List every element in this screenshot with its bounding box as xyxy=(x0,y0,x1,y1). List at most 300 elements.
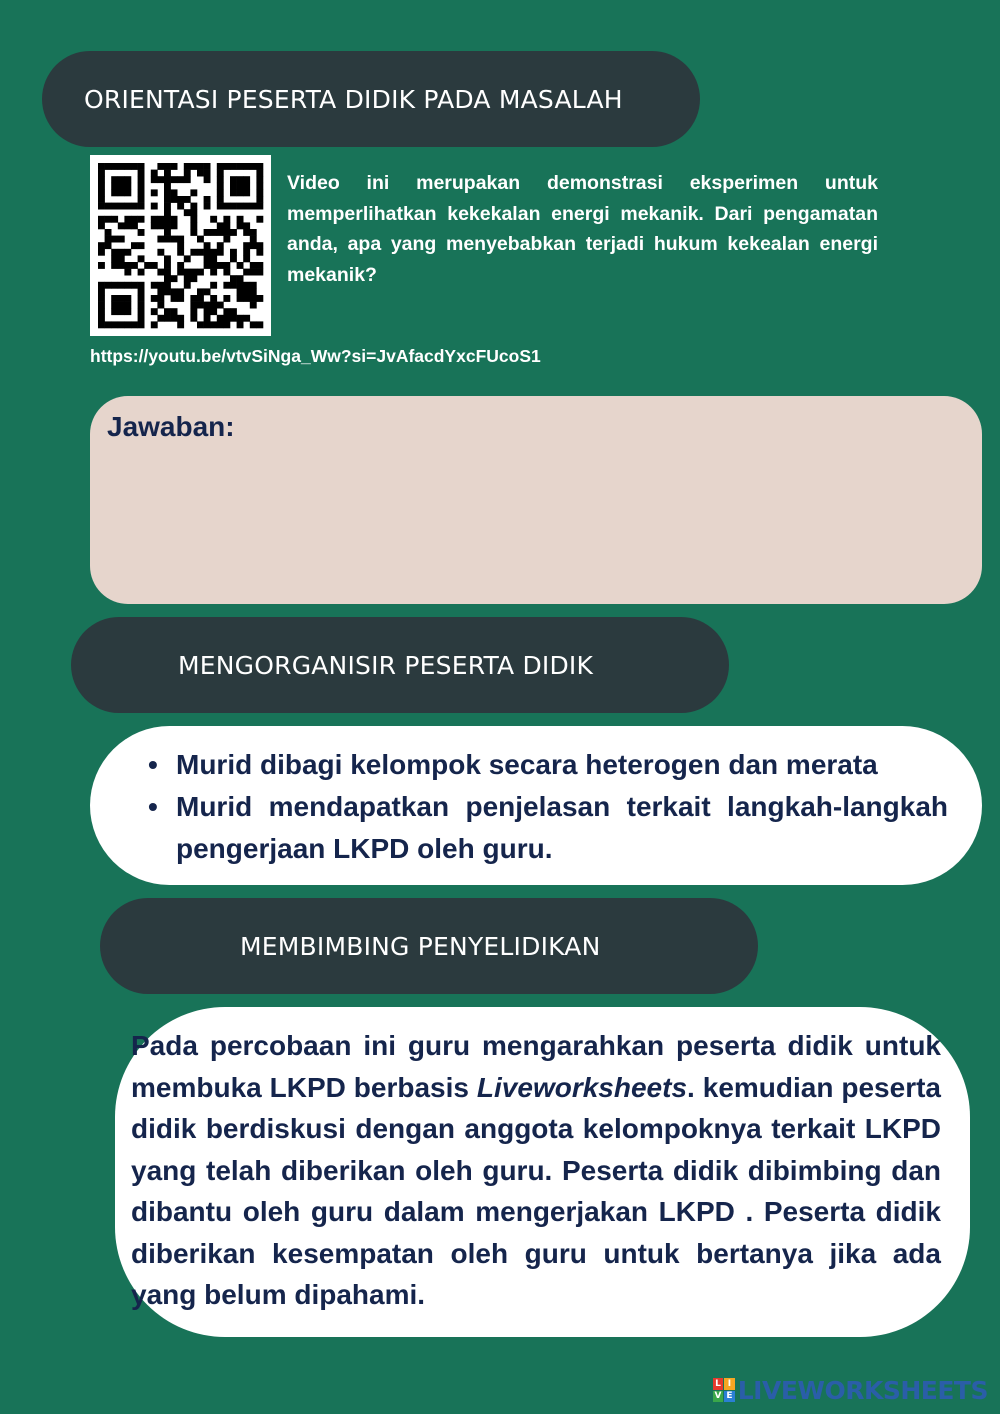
guide-paragraph xyxy=(131,1025,941,1316)
qr-module xyxy=(210,269,217,276)
qr-module xyxy=(131,216,138,223)
qr-module xyxy=(190,209,197,216)
qr-module xyxy=(98,315,105,322)
qr-module xyxy=(243,189,250,196)
qr-module xyxy=(118,236,125,243)
qr-module xyxy=(105,282,112,289)
qr-module xyxy=(171,308,178,315)
qr-module xyxy=(151,262,158,269)
qr-module xyxy=(184,170,191,177)
organize-content-box xyxy=(90,726,982,885)
qr-code-icon[interactable] xyxy=(90,155,271,336)
qr-module xyxy=(177,242,184,249)
video-description: Video ini merupakan demonstrasi eksperimen untuk memperlihatkan kekekalan energi mekanik. Dari pengamatan anda, apa yang menyebabkan terjadi hukum kekealan energi mekanik? xyxy=(287,172,878,286)
qr-module xyxy=(124,282,131,289)
qr-module xyxy=(111,282,118,289)
qr-module xyxy=(237,315,244,322)
qr-module xyxy=(171,196,178,203)
qr-module xyxy=(124,203,131,210)
qr-module xyxy=(118,302,125,309)
qr-module xyxy=(204,170,211,177)
qr-module xyxy=(171,275,178,282)
qr-module xyxy=(210,295,217,302)
qr-module xyxy=(131,203,138,210)
qr-module xyxy=(157,222,164,229)
qr-module xyxy=(164,288,171,295)
logo-badge-letter: V xyxy=(714,1391,722,1402)
qr-module xyxy=(190,203,197,210)
qr-module xyxy=(151,282,158,289)
qr-module xyxy=(118,321,125,328)
qr-module xyxy=(237,282,244,289)
qr-module xyxy=(256,262,263,269)
qr-module xyxy=(184,255,191,262)
qr-module xyxy=(223,163,230,170)
logo-badge-letter: L xyxy=(713,1378,724,1390)
qr-module xyxy=(190,315,197,322)
qr-module xyxy=(131,222,138,229)
qr-module xyxy=(164,236,171,243)
qr-module xyxy=(164,308,171,315)
qr-module xyxy=(230,189,237,196)
qr-module xyxy=(177,269,184,276)
qr-module xyxy=(197,288,204,295)
qr-module xyxy=(250,242,257,249)
qr-module xyxy=(105,236,112,243)
qr-module xyxy=(138,302,145,309)
qr-module xyxy=(98,321,105,328)
qr-module xyxy=(157,282,164,289)
guide-text-italic: Liveworksheets xyxy=(476,1071,688,1103)
qr-module xyxy=(124,189,131,196)
list-item: • Murid dibagi kelompok secara heterogen dan merata xyxy=(176,744,948,786)
qr-module xyxy=(256,269,263,276)
qr-module xyxy=(105,229,112,236)
qr-module xyxy=(204,262,211,269)
qr-module xyxy=(184,275,191,282)
qr-module xyxy=(98,176,105,183)
qr-module xyxy=(184,196,191,203)
qr-module xyxy=(210,308,217,315)
qr-module xyxy=(157,295,164,302)
qr-module xyxy=(237,275,244,282)
logo-badge-icon xyxy=(713,1378,735,1402)
qr-module xyxy=(118,189,125,196)
qr-module xyxy=(138,163,145,170)
qr-module xyxy=(243,255,250,262)
qr-module xyxy=(124,269,131,276)
qr-module xyxy=(237,189,244,196)
qr-module xyxy=(190,295,197,302)
qr-module xyxy=(256,249,263,256)
qr-module xyxy=(256,196,263,203)
qr-module xyxy=(164,229,171,236)
qr-module xyxy=(98,282,105,289)
qr-module xyxy=(177,315,184,322)
qr-module xyxy=(124,262,131,269)
qr-module xyxy=(204,176,211,183)
qr-module xyxy=(217,203,224,210)
qr-module xyxy=(124,176,131,183)
qr-module xyxy=(157,315,164,322)
qr-module xyxy=(111,255,118,262)
qr-module xyxy=(256,242,263,249)
qr-module xyxy=(138,183,145,190)
qr-module xyxy=(138,295,145,302)
qr-module xyxy=(138,229,145,236)
qr-module xyxy=(151,295,158,302)
guide-text-start: Pada percobaan ini guru mengarahkan peserta didik untuk membuka LKPD berbasis xyxy=(131,1030,941,1103)
qr-module xyxy=(243,222,250,229)
qr-module xyxy=(223,321,230,328)
qr-module xyxy=(151,321,158,328)
qr-module xyxy=(256,189,263,196)
qr-module xyxy=(204,203,211,210)
qr-module xyxy=(250,262,257,269)
qr-module xyxy=(118,295,125,302)
qr-module xyxy=(177,288,184,295)
logo-text: LIVEWORKSHEETS xyxy=(737,1375,988,1405)
qr-module xyxy=(250,269,257,276)
qr-module xyxy=(105,216,112,223)
qr-module xyxy=(98,295,105,302)
qr-module xyxy=(98,163,105,170)
orientation-section-title: ORIENTASI PESERTA DIDIK PADA MASALAH xyxy=(84,84,623,114)
qr-module xyxy=(250,203,257,210)
qr-module xyxy=(144,262,151,269)
qr-module xyxy=(237,295,244,302)
qr-module xyxy=(118,282,125,289)
qr-module xyxy=(223,236,230,243)
qr-module xyxy=(184,282,191,289)
qr-module xyxy=(157,216,164,223)
qr-module xyxy=(230,282,237,289)
list-item: • Murid mendapatkan penjelasan terkait langkah-langkah pengerjaan LKPD oleh guru. xyxy=(176,786,948,870)
qr-module xyxy=(184,163,191,170)
qr-module xyxy=(197,249,204,256)
qr-module xyxy=(190,308,197,315)
qr-module xyxy=(223,222,230,229)
qr-module xyxy=(256,163,263,170)
logo-badge-letter: E xyxy=(724,1391,735,1403)
qr-module xyxy=(217,183,224,190)
qr-module xyxy=(250,236,257,243)
qr-module xyxy=(197,295,204,302)
qr-module xyxy=(217,176,224,183)
qr-module xyxy=(204,288,211,295)
qr-module xyxy=(204,196,211,203)
qr-module xyxy=(223,308,230,315)
qr-module xyxy=(177,196,184,203)
qr-module xyxy=(237,262,244,269)
qr-module xyxy=(230,183,237,190)
qr-module xyxy=(177,321,184,328)
qr-module xyxy=(184,269,191,276)
qr-module xyxy=(230,255,237,262)
qr-module xyxy=(111,216,118,223)
qr-module xyxy=(171,222,178,229)
qr-module xyxy=(164,203,171,210)
qr-module xyxy=(204,302,211,309)
qr-module xyxy=(243,229,250,236)
qr-module xyxy=(223,229,230,236)
qr-module xyxy=(164,170,171,177)
qr-module xyxy=(138,255,145,262)
qr-module xyxy=(98,242,105,249)
qr-module xyxy=(111,302,118,309)
qr-module xyxy=(223,216,230,223)
qr-module xyxy=(98,170,105,177)
qr-module xyxy=(124,222,131,229)
qr-module xyxy=(131,242,138,249)
guide-content-box xyxy=(115,1007,970,1337)
qr-module xyxy=(237,203,244,210)
qr-module xyxy=(151,308,158,315)
qr-module xyxy=(177,203,184,210)
qr-module xyxy=(223,262,230,269)
qr-module xyxy=(204,163,211,170)
qr-module xyxy=(190,222,197,229)
qr-module xyxy=(138,282,145,289)
qr-module xyxy=(171,288,178,295)
qr-module xyxy=(111,189,118,196)
qr-module xyxy=(243,249,250,256)
qr-module xyxy=(124,163,131,170)
qr-module xyxy=(243,183,250,190)
qr-module xyxy=(210,249,217,256)
qr-module xyxy=(171,216,178,223)
qr-module xyxy=(164,255,171,262)
qr-module xyxy=(190,216,197,223)
qr-module xyxy=(131,262,138,269)
qr-module xyxy=(157,163,164,170)
qr-module xyxy=(210,216,217,223)
qr-module xyxy=(237,163,244,170)
organize-section-title: MENGORGANISIR PESERTA DIDIK xyxy=(178,650,594,680)
organize-list xyxy=(176,744,948,870)
qr-module xyxy=(250,295,257,302)
qr-module xyxy=(217,196,224,203)
qr-module xyxy=(131,282,138,289)
qr-module xyxy=(111,262,118,269)
qr-module xyxy=(98,222,105,229)
qr-module xyxy=(250,229,257,236)
qr-module xyxy=(204,229,211,236)
qr-module xyxy=(204,242,211,249)
qr-module xyxy=(98,288,105,295)
qr-module xyxy=(230,163,237,170)
qr-module xyxy=(171,236,178,243)
qr-module xyxy=(118,249,125,256)
guide-section-title: MEMBIMBING PENYELIDIKAN xyxy=(240,931,601,961)
qr-module xyxy=(256,170,263,177)
qr-module xyxy=(243,203,250,210)
qr-module xyxy=(237,288,244,295)
qr-module xyxy=(184,209,191,216)
qr-module xyxy=(217,249,224,256)
qr-module xyxy=(164,183,171,190)
qr-module xyxy=(151,176,158,183)
qr-module xyxy=(164,189,171,196)
qr-module xyxy=(164,282,171,289)
qr-module xyxy=(138,288,145,295)
qr-module xyxy=(217,302,224,309)
qr-module xyxy=(151,189,158,196)
qr-module xyxy=(210,282,217,289)
qr-module xyxy=(243,288,250,295)
qr-module xyxy=(164,275,171,282)
qr-module xyxy=(124,308,131,315)
qr-module xyxy=(204,321,211,328)
qr-module xyxy=(210,255,217,262)
qr-module xyxy=(138,203,145,210)
orientation-section-header xyxy=(42,51,700,147)
qr-module xyxy=(197,321,204,328)
qr-module xyxy=(197,170,204,177)
qr-module xyxy=(204,249,211,256)
qr-module xyxy=(138,308,145,315)
qr-module xyxy=(138,216,145,223)
qr-module xyxy=(111,249,118,256)
qr-module xyxy=(157,269,164,276)
qr-module xyxy=(190,249,197,256)
qr-module xyxy=(190,275,197,282)
qr-module xyxy=(210,262,217,269)
qr-module xyxy=(190,302,197,309)
guide-section-header xyxy=(100,898,758,994)
qr-module xyxy=(124,321,131,328)
qr-module xyxy=(230,229,237,236)
qr-module xyxy=(256,176,263,183)
qr-module xyxy=(230,275,237,282)
qr-module xyxy=(217,163,224,170)
qr-module xyxy=(157,302,164,309)
qr-module xyxy=(243,176,250,183)
qr-module xyxy=(164,315,171,322)
qr-module xyxy=(124,183,131,190)
qr-module xyxy=(237,176,244,183)
qr-module xyxy=(98,249,105,256)
qr-module xyxy=(190,229,197,236)
qr-module xyxy=(98,189,105,196)
qr-module xyxy=(164,209,171,216)
organize-section-header xyxy=(71,617,729,713)
qr-module xyxy=(223,282,230,289)
qr-module xyxy=(197,236,204,243)
qr-module xyxy=(250,288,257,295)
qr-module xyxy=(250,282,257,289)
qr-module xyxy=(256,216,263,223)
qr-module xyxy=(237,222,244,229)
qr-module xyxy=(223,203,230,210)
qr-module xyxy=(105,203,112,210)
qr-module xyxy=(118,222,125,229)
qr-module xyxy=(111,176,118,183)
qr-module xyxy=(138,170,145,177)
qr-module xyxy=(98,203,105,210)
qr-module xyxy=(118,176,125,183)
qr-module xyxy=(118,183,125,190)
qr-module xyxy=(171,295,178,302)
qr-module xyxy=(177,176,184,183)
qr-module xyxy=(243,295,250,302)
guide-text-end: . kemudian peserta didik berdiskusi dengan anggota kelompoknya terkait LKPD yang telah diberikan oleh guru. Peserta didik dibimbing dan dibantu oleh guru dalam mengerjakan LKPD . Peserta didik diberikan kesempatan oleh guru untuk bertanya jika ada yang belum dipahami. xyxy=(131,1071,941,1310)
qr-module xyxy=(118,203,125,210)
qr-module xyxy=(131,321,138,328)
logo-badge-letter: I xyxy=(724,1378,735,1390)
qr-module xyxy=(118,163,125,170)
qr-module xyxy=(164,222,171,229)
qr-module xyxy=(124,295,131,302)
qr-module xyxy=(177,249,184,256)
qr-module xyxy=(210,229,217,236)
qr-module xyxy=(98,196,105,203)
qr-module xyxy=(197,163,204,170)
qr-module xyxy=(98,183,105,190)
qr-module xyxy=(164,196,171,203)
qr-module xyxy=(111,295,118,302)
qr-module xyxy=(157,288,164,295)
qr-module xyxy=(177,262,184,269)
qr-module xyxy=(243,163,250,170)
qr-module xyxy=(164,216,171,223)
qr-module xyxy=(223,269,230,276)
qr-module xyxy=(111,308,118,315)
qr-module xyxy=(111,321,118,328)
qr-module xyxy=(164,176,171,183)
liveworksheets-logo xyxy=(713,1373,988,1407)
answer-field[interactable] xyxy=(90,396,982,604)
qr-module xyxy=(177,295,184,302)
qr-module xyxy=(138,269,145,276)
qr-module xyxy=(164,163,171,170)
qr-module xyxy=(138,176,145,183)
qr-module xyxy=(111,163,118,170)
qr-module xyxy=(138,196,145,203)
qr-module xyxy=(151,222,158,229)
qr-module xyxy=(243,269,250,276)
video-link[interactable]: https://youtu.be/vtvSiNga_Ww?si=JvAfacdYxcFUcoS1 xyxy=(90,346,541,366)
qr-module xyxy=(164,269,171,276)
qr-module xyxy=(217,262,224,269)
qr-module xyxy=(98,302,105,309)
qr-module xyxy=(138,315,145,322)
qr-module xyxy=(157,236,164,243)
qr-module xyxy=(157,176,164,183)
qr-module xyxy=(230,308,237,315)
qr-module xyxy=(111,236,118,243)
qr-module xyxy=(204,308,211,315)
qr-module xyxy=(151,216,158,223)
qr-module xyxy=(210,321,217,328)
qr-module xyxy=(124,302,131,309)
qr-module xyxy=(171,163,178,170)
qr-module xyxy=(230,315,237,322)
qr-module xyxy=(250,302,257,309)
qr-module xyxy=(204,315,211,322)
qr-module xyxy=(131,163,138,170)
answer-label: Jawaban: xyxy=(107,411,235,442)
qr-module xyxy=(217,242,224,249)
qr-module xyxy=(230,176,237,183)
qr-module xyxy=(111,183,118,190)
qr-module xyxy=(210,302,217,309)
qr-module xyxy=(250,321,257,328)
qr-module xyxy=(256,321,263,328)
qr-module xyxy=(250,163,257,170)
qr-module xyxy=(138,189,145,196)
qr-module xyxy=(98,308,105,315)
